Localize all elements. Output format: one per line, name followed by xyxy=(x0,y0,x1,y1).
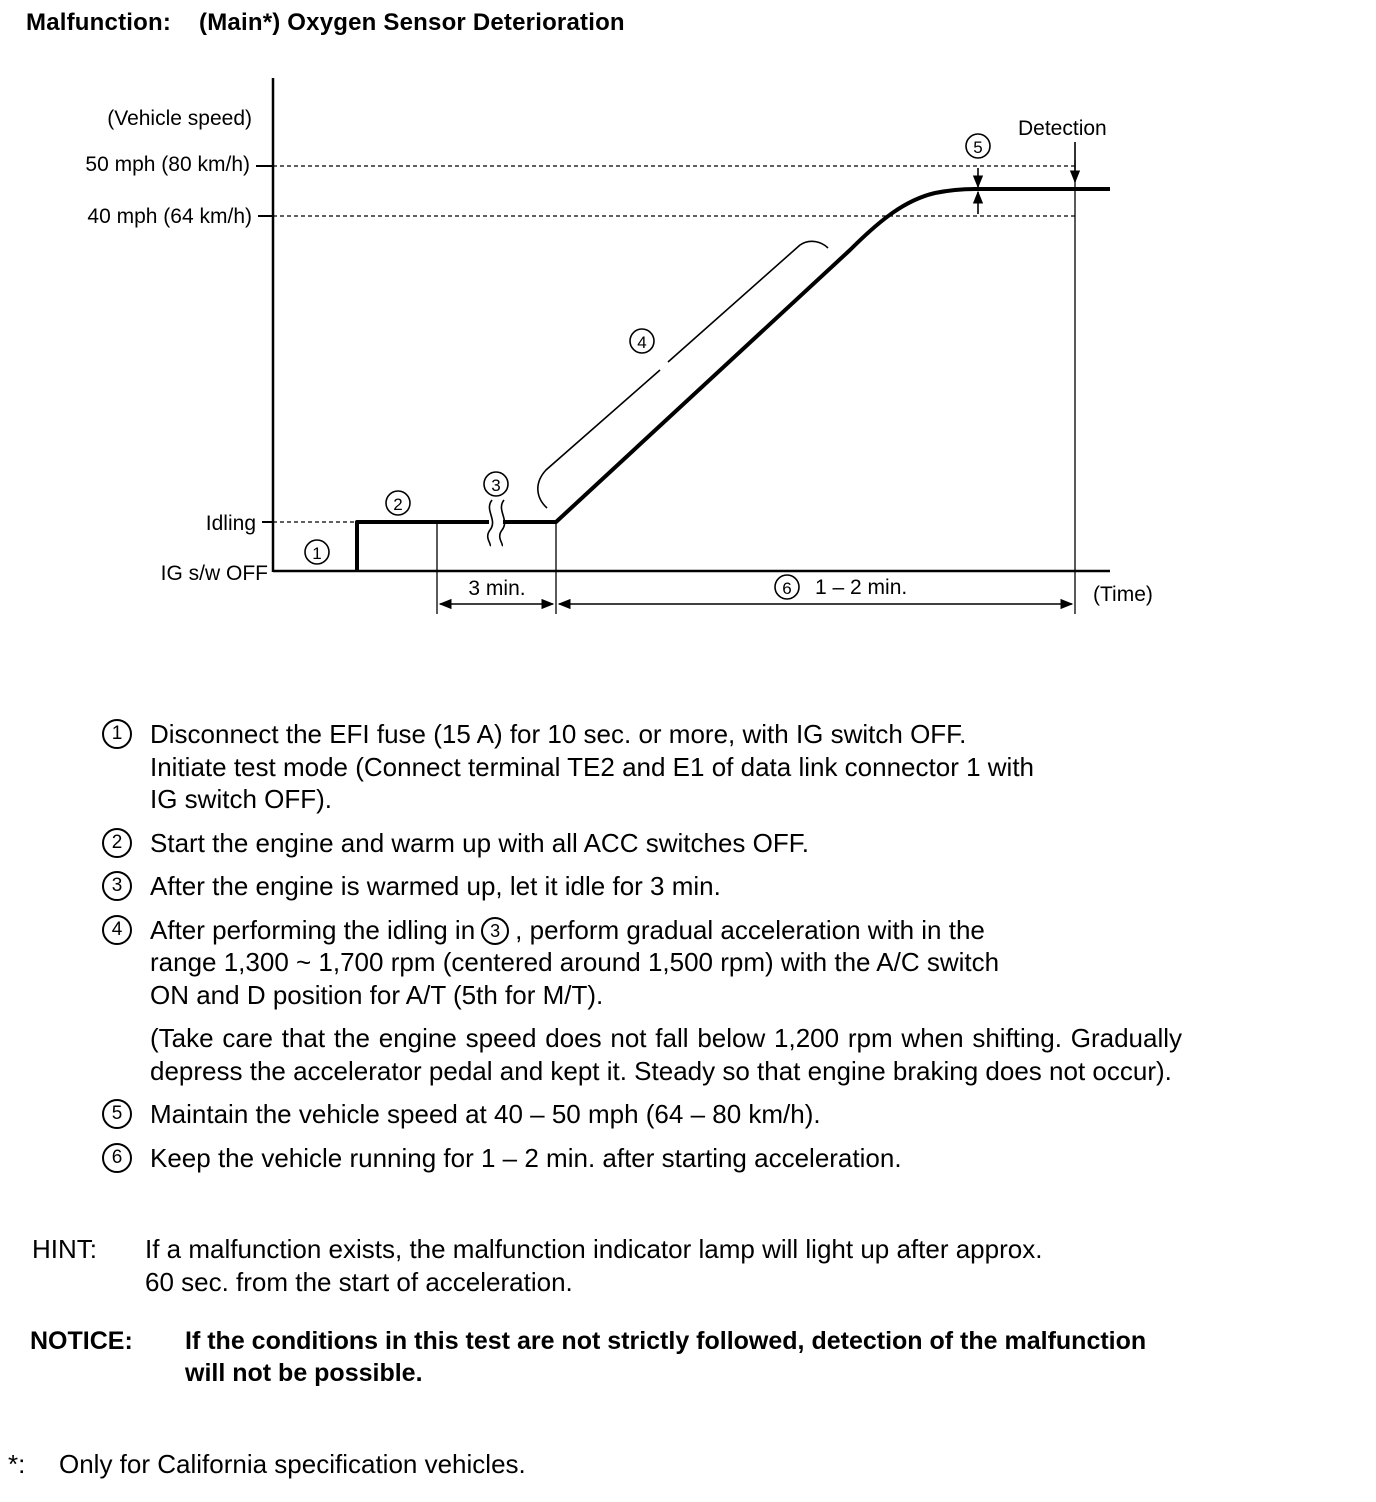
step-4-line-1-before: After performing the idling in xyxy=(150,914,476,945)
marker-4-number: 4 xyxy=(637,333,647,352)
step-5-text: Maintain the vehicle speed at 40 – 50 mph (64 – 80 km/h). xyxy=(150,1099,821,1129)
marker-2-number: 2 xyxy=(393,495,403,514)
step-4-line-3: ON and D position for A/T (5th for M/T). xyxy=(150,979,604,1010)
title-label: Malfunction: xyxy=(26,9,172,36)
step-2-text: Start the engine and warm up with all ACC switches OFF. xyxy=(150,827,809,858)
step-2-number: 2 xyxy=(102,828,132,858)
step-1-line-1: Disconnect the EFI fuse (15 A) for 10 sec. or more, with IG switch OFF. xyxy=(150,719,967,749)
step-4 xyxy=(102,914,1202,1088)
hint-line-1: If a malfunction exists, the malfunction indicator lamp will light up after approx. xyxy=(145,1234,1043,1264)
hint-block xyxy=(32,1233,1265,1299)
hint-label: HINT: xyxy=(32,1234,97,1264)
notice-label: NOTICE: xyxy=(30,1327,133,1355)
y-label-40mph: 40 mph (64 km/h) xyxy=(87,205,252,228)
step-3 xyxy=(102,870,1202,903)
detection-label: Detection xyxy=(1018,117,1107,140)
marker-3-number: 3 xyxy=(491,476,501,495)
marker-5-number: 5 xyxy=(973,138,983,157)
y-label-ig-off: IG s/w OFF xyxy=(160,562,268,585)
hint-line-2: 60 sec. from the start of acceleration. xyxy=(145,1267,573,1297)
notice-line-1: If the conditions in this test are not strictly followed, detection of the malfunction xyxy=(185,1327,1147,1355)
y-axis-title: (Vehicle speed) xyxy=(107,107,252,130)
step-4-line-1-after: , perform gradual acceleration with in the xyxy=(515,914,985,945)
step-3-number: 3 xyxy=(102,871,132,901)
y-label-50mph: 50 mph (80 km/h) xyxy=(85,153,250,176)
marker-6-number: 6 xyxy=(782,579,792,598)
notice-block xyxy=(30,1325,1345,1389)
notice-line-2: will not be possible. xyxy=(185,1359,423,1387)
step-2 xyxy=(102,827,1202,860)
step-6 xyxy=(102,1142,1202,1175)
procedure-steps xyxy=(102,718,1202,1185)
step-4-line-1 xyxy=(150,914,1182,947)
step-4-note: (Take care that the engine speed does not fall below 1,200 rpm when shifting. Gradually depress the accelerator pedal and kept it. Steady so that engine braking does not occur). xyxy=(150,1023,1182,1086)
speed-profile-line xyxy=(357,189,1110,571)
y-label-idling: Idling xyxy=(205,512,256,535)
step-6-number: 6 xyxy=(102,1143,132,1173)
footnote-label: *: xyxy=(8,1449,26,1479)
step-1-line-3: IG switch OFF). xyxy=(150,784,332,814)
step-5 xyxy=(102,1098,1202,1131)
marker-1-number: 1 xyxy=(312,544,322,563)
step-6-text: Keep the vehicle running for 1 – 2 min. after starting acceleration. xyxy=(150,1142,902,1173)
title-text: (Main*) Oxygen Sensor Deterioration xyxy=(199,9,625,36)
step-4-ref-number: 3 xyxy=(481,917,509,945)
speed-time-diagram xyxy=(0,0,1376,660)
step-1-number: 1 xyxy=(102,719,132,749)
footnote-text: Only for California specification vehicles. xyxy=(59,1449,526,1479)
step-4-line-2: range 1,300 ~ 1,700 rpm (centered around 1,500 rpm) with the A/C switch xyxy=(150,947,1000,977)
step-1-line-2: Initiate test mode (Connect terminal TE2 and E1 of data link connector 1 with xyxy=(150,751,1034,782)
step-1 xyxy=(102,718,1202,816)
x-axis-title: (Time) xyxy=(1093,583,1153,606)
interval-3min-label: 3 min. xyxy=(468,577,526,600)
interval-1-2min-label: 1 – 2 min. xyxy=(815,576,908,599)
footnote xyxy=(8,1448,526,1481)
step-4-number: 4 xyxy=(102,915,132,945)
acceleration-bracket xyxy=(538,241,828,508)
step-3-text: After the engine is warmed up, let it idle for 3 min. xyxy=(150,871,721,901)
step-5-number: 5 xyxy=(102,1099,132,1129)
